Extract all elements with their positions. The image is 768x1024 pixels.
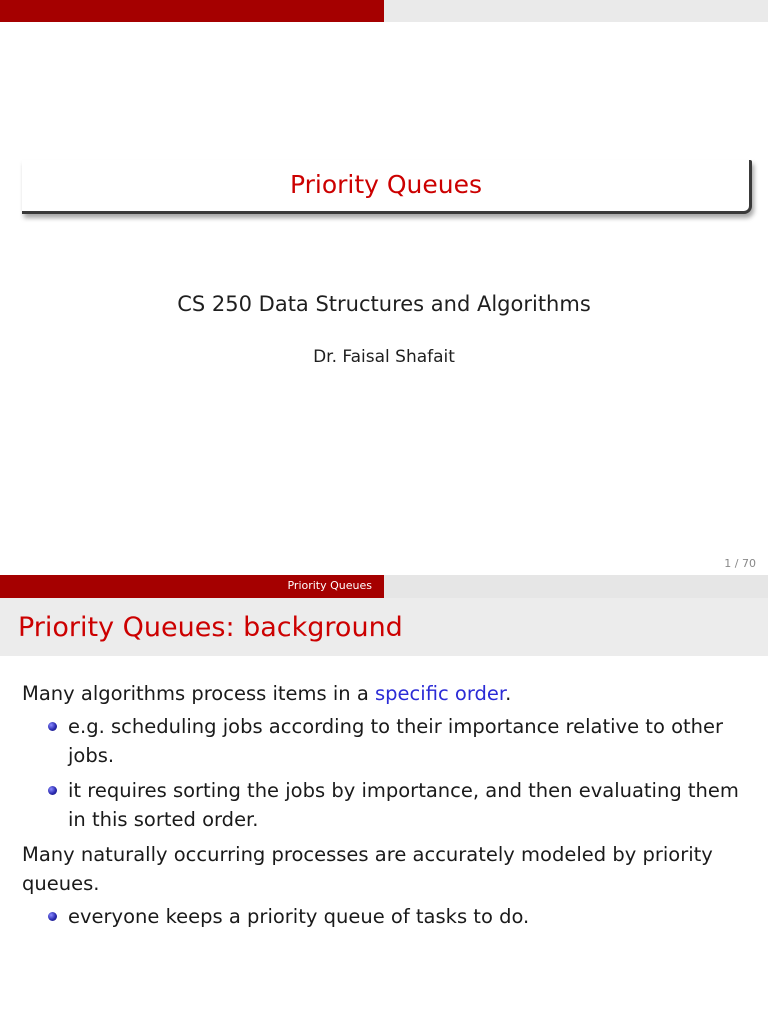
top-bar-gray <box>384 0 768 22</box>
presentation-title: Priority Queues <box>289 170 483 199</box>
title-box <box>22 160 752 214</box>
list-item-text: it requires sorting the jobs by importance, and then evaluating them in this sorted order. <box>68 779 739 831</box>
paragraph-1-suffix: . <box>505 682 512 705</box>
slide-content <box>22 679 752 937</box>
paragraph-2: Many naturally occurring processes are accurately modeled by priority queues. <box>22 843 713 895</box>
list-item-text: everyone keeps a priority queue of tasks to do. <box>68 905 530 928</box>
frame-title-bar <box>0 598 768 656</box>
author-name: Dr. Faisal Shafait <box>313 347 455 367</box>
bullet-list-2 <box>46 902 752 931</box>
paragraph-1-prefix: Many algorithms process items in a <box>22 682 376 705</box>
header-section-title[interactable]: Priority Queues <box>287 579 372 592</box>
bullet-icon <box>48 912 57 921</box>
bullet-icon <box>48 722 57 731</box>
header-bar-gray <box>384 575 768 598</box>
list-item-text: e.g. scheduling jobs according to their importance relative to other jobs. <box>68 715 724 767</box>
header-bar <box>0 575 768 598</box>
list-item <box>46 776 752 834</box>
content-slide <box>0 575 768 1024</box>
list-item <box>46 712 752 770</box>
frame-title: Priority Queues: background <box>18 612 403 643</box>
bullet-list-1 <box>46 712 752 834</box>
list-item <box>46 902 752 931</box>
emphasis-text: specific order <box>375 682 506 705</box>
top-bar-red <box>0 0 384 22</box>
bullet-icon <box>48 786 57 795</box>
top-bar <box>0 0 768 22</box>
paragraph-1 <box>22 679 752 708</box>
page-number: 1 / 70 <box>724 557 756 570</box>
course-name: CS 250 Data Structures and Algorithms <box>177 292 591 316</box>
